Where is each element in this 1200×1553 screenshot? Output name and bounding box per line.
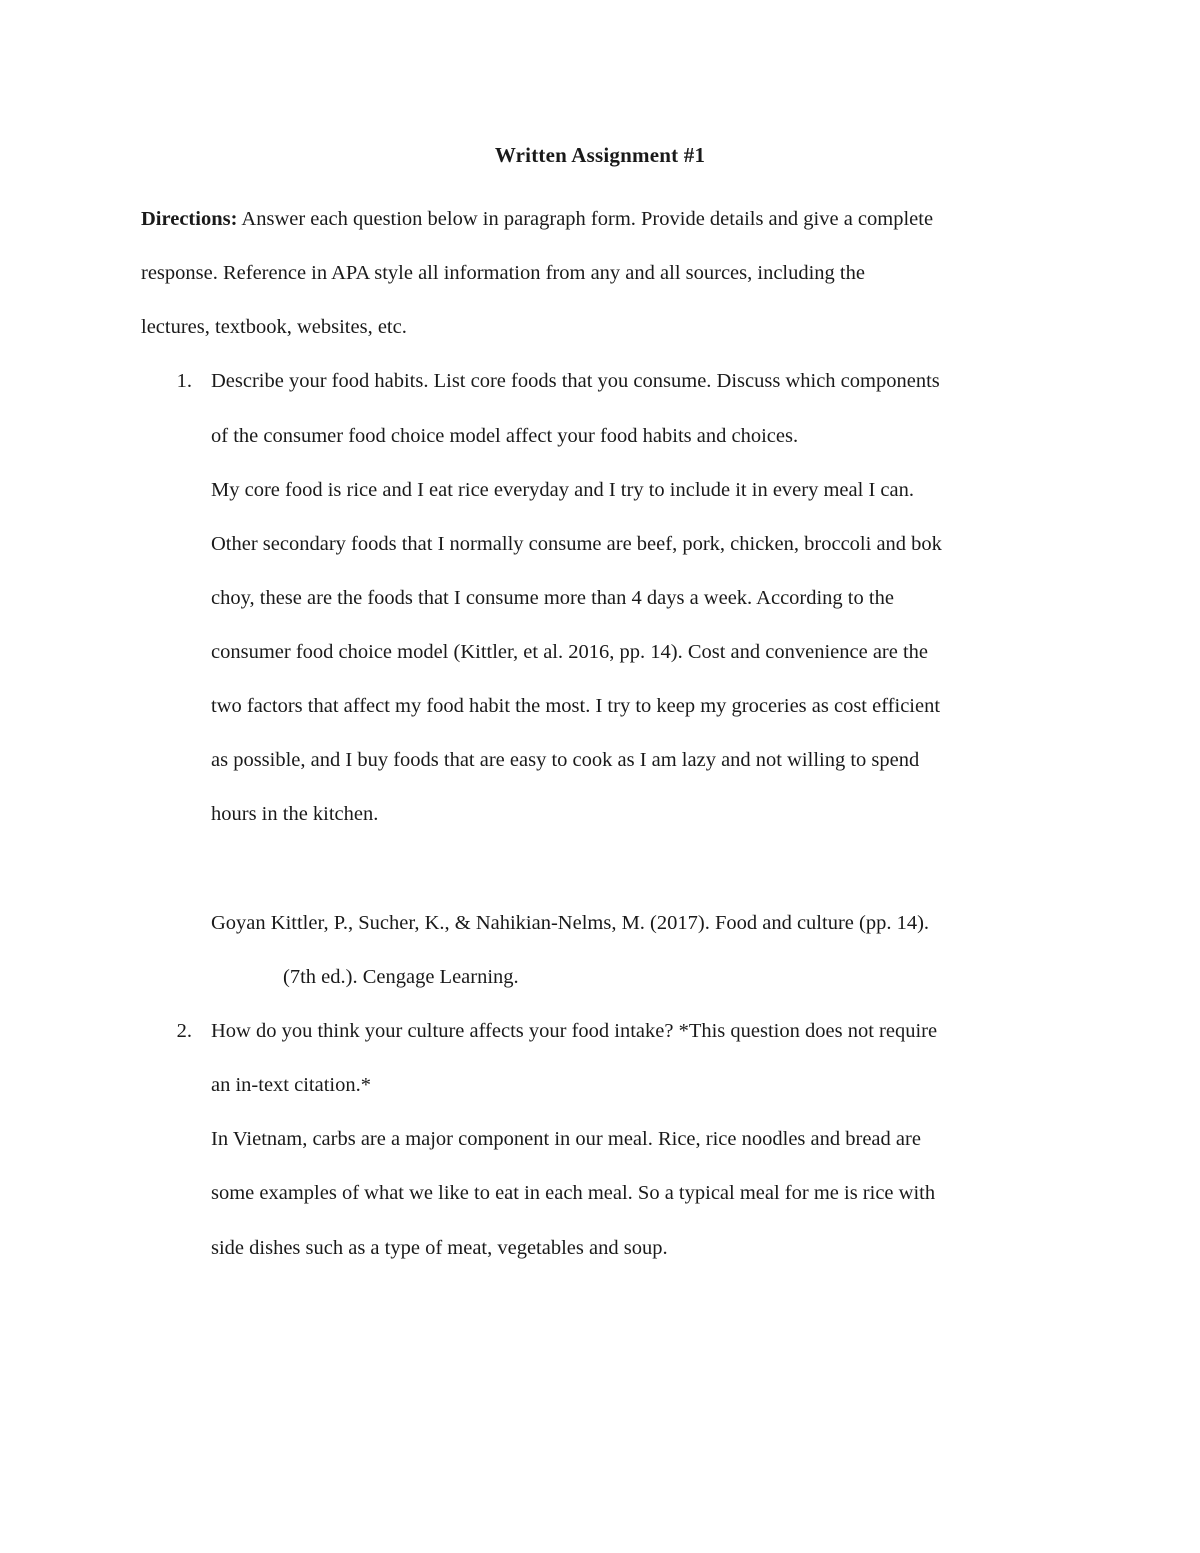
question-1-prompt-line-2: of the consumer food choice model affect your food habits and choices.	[211, 425, 799, 447]
question-1-answer-line-7: hours in the kitchen.	[211, 803, 379, 825]
question-1-answer-line-4: consumer food choice model (Kittler, et al. 2016, pp. 14). Cost and convenience are the	[211, 641, 929, 663]
directions-line-3: lectures, textbook, websites, etc.	[141, 316, 407, 338]
document-title: Written Assignment #1	[494, 143, 706, 167]
directions-line-1	[141, 205, 933, 233]
question-2-number: 2.	[176, 1020, 192, 1042]
question-1-number: 1.	[176, 370, 192, 392]
question-1-answer-line-2: Other secondary foods that I normally consume are beef, pork, chicken, broccoli and bok	[211, 533, 942, 555]
question-1-answer-line-5: two factors that affect my food habit the most. I try to keep my groceries as cost efficient	[211, 695, 941, 717]
question-1-answer-line-3: choy, these are the foods that I consume more than 4 days a week. According to the	[211, 587, 894, 609]
question-1-reference-line-1: Goyan Kittler, P., Sucher, K., & Nahikian-Nelms, M. (2017). Food and culture (pp. 14).	[211, 912, 930, 934]
question-1-prompt-line-1: Describe your food habits. List core foods that you consume. Discuss which components	[211, 370, 940, 392]
question-2-answer-line-2: some examples of what we like to eat in each meal. So a typical meal for me is rice with	[211, 1182, 936, 1204]
directions-label: Directions:	[141, 208, 238, 230]
question-2-prompt-line-2: an in-text citation.*	[211, 1074, 371, 1096]
question-1-reference-line-2: (7th ed.). Cengage Learning.	[283, 966, 519, 988]
directions-line-2: response. Reference in APA style all information from any and all sources, including the	[141, 262, 865, 284]
question-1-answer-line-1: My core food is rice and I eat rice everyday and I try to include it in every meal I can.	[211, 479, 914, 501]
directions-text-1: Answer each question below in paragraph form. Provide details and give a complete	[241, 208, 934, 230]
question-2-answer-line-1: In Vietnam, carbs are a major component in our meal. Rice, rice noodles and bread are	[211, 1128, 921, 1150]
question-2-prompt-line-1: How do you think your culture affects your food intake? *This question does not require	[211, 1020, 938, 1042]
question-1-answer-line-6: as possible, and I buy foods that are easy to cook as I am lazy and not willing to spend	[211, 749, 920, 771]
question-2-answer-line-3: side dishes such as a type of meat, vegetables and soup.	[211, 1237, 668, 1259]
